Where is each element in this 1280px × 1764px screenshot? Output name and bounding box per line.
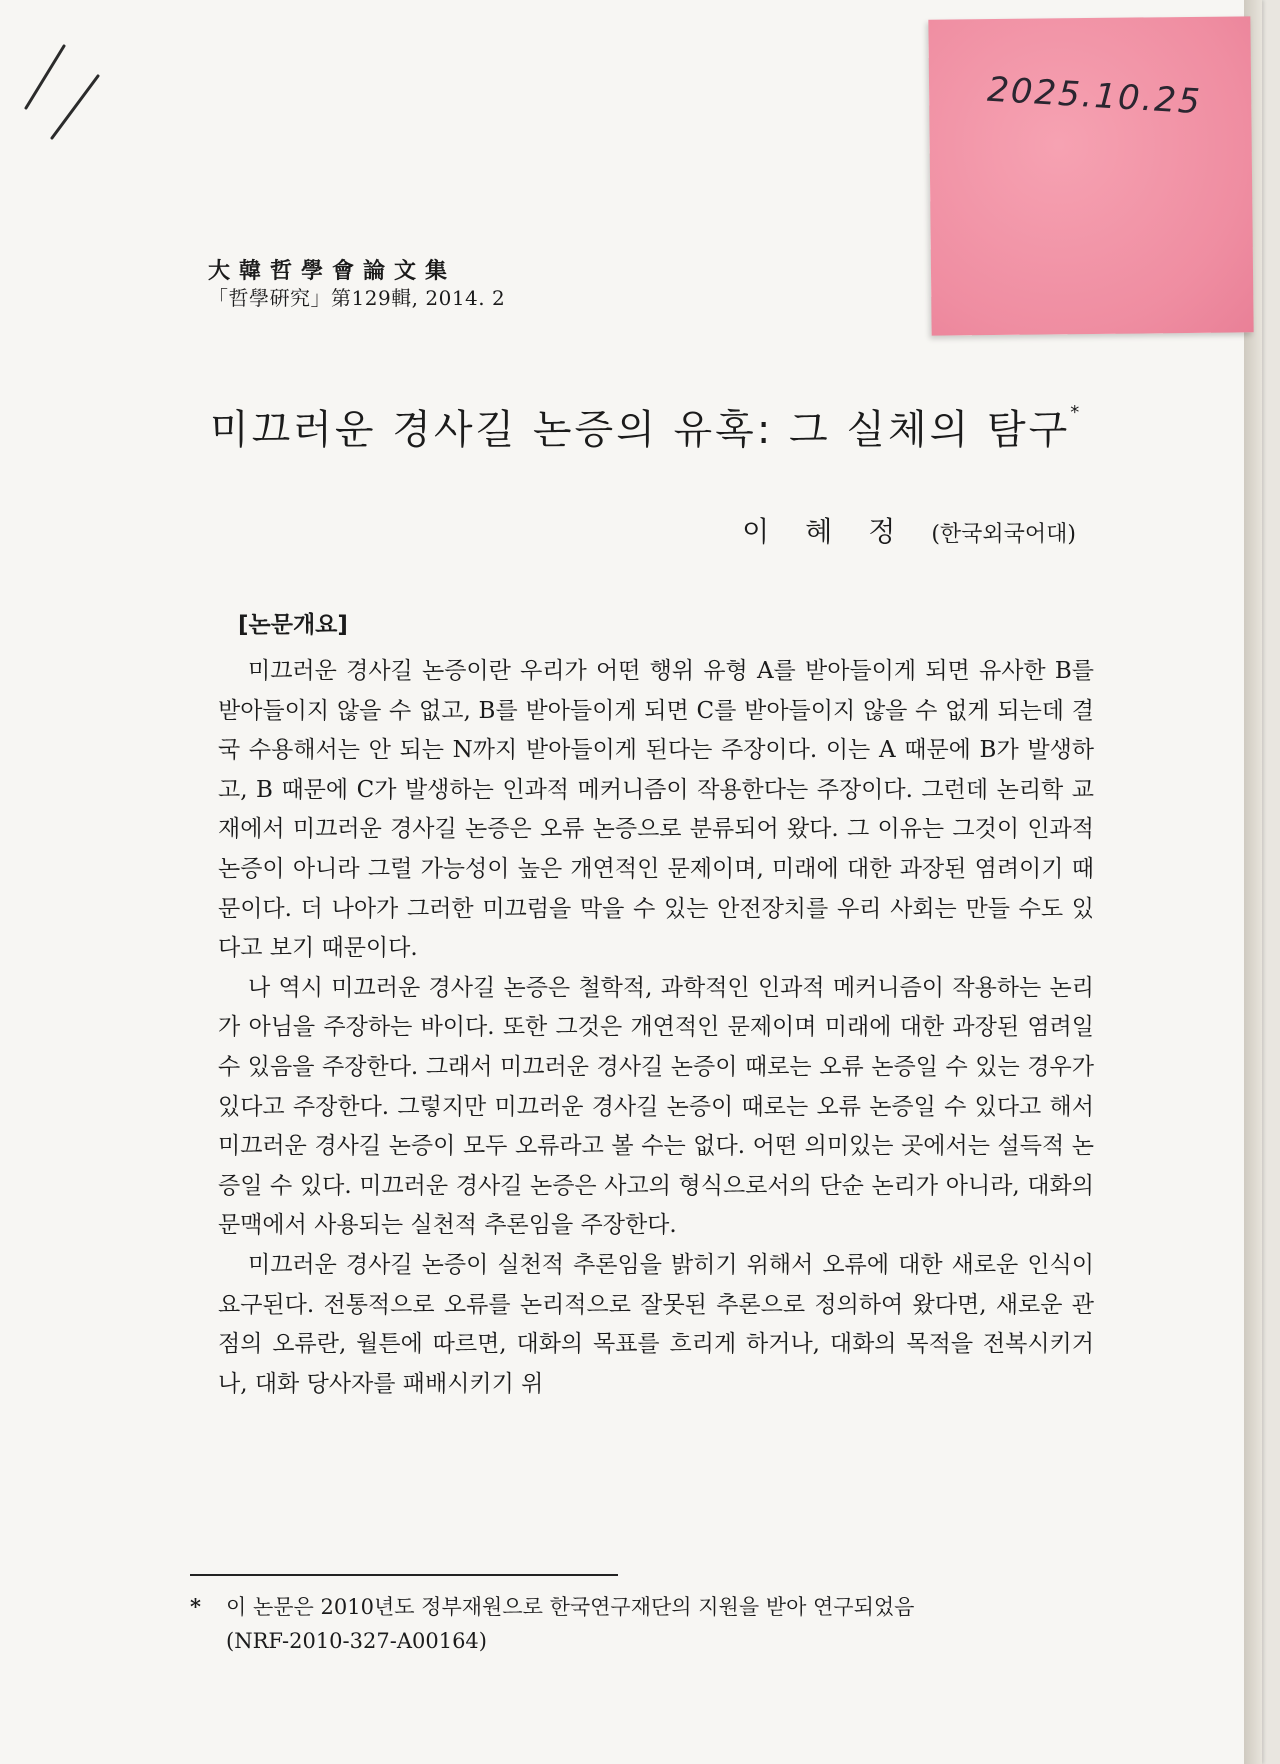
- author-affiliation: (한국외국어대): [931, 522, 1076, 547]
- footnote-text: 이 논문은 2010년도 정부재원으로 한국연구재단의 지원을 받아 연구되었음: [226, 1595, 915, 1619]
- article-title-block: [210, 398, 1110, 455]
- abstract-paragraph: 미끄러운 경사길 논증이란 우리가 어떤 행위 유형 A를 받아들이게 되면 유사한 B를 받아들이지 않을 수 없고, B를 받아들이게 되면 C를 받아들이지 않을 수 없게 되는데 결국 수용해서는 안 되는 N까지 받아들이게 된다는 주장이다. 이는 A 때문에 B가 발생하고, B 때문에 C가 발생하는 인과적 메커니즘이 작용한다는 주장이다. 그런데 논리학 교재에서 미끄러운 경사길 논증은 오류 논증으로 분류되어 왔다. 그 이유는 그것이 인과적 논증이 아니라 그럴 가능성이 높은 개연적인 문제이며, 미래에 대한 과장된 염려이기 때문이다. 더 나아가 그러한 미끄럼을 막을 수 있는 안전장치를 우리 사회는 만들 수도 있다고 보기 때문이다.: [218, 658, 1094, 962]
- journal-header: [208, 258, 505, 311]
- abstract-heading: [논문개요]: [238, 612, 348, 638]
- footnote-mark: *: [190, 1594, 201, 1619]
- author-name: 이혜정: [742, 515, 932, 548]
- journal-name: 大韓哲學會論文集: [208, 258, 457, 284]
- article-title: 미끄러운 경사길 논증의 유혹: 그 실체의 탐구: [210, 407, 1071, 453]
- footnote-divider: [190, 1574, 618, 1576]
- handwritten-date: 2025.10.25: [986, 69, 1203, 123]
- title-footnote-mark: *: [1070, 402, 1083, 423]
- footnote-grant-code: (NRF-2010-327-A00164): [226, 1629, 487, 1653]
- author-line: [742, 510, 1076, 550]
- sticky-note: [928, 16, 1253, 335]
- pencil-slash-marks: [18, 40, 108, 150]
- abstract-body: [218, 652, 1094, 1404]
- abstract-paragraph: 미끄러운 경사길 논증이 실천적 추론임을 밝히기 위해서 오류에 대한 새로운 인식이 요구된다. 전통적으로 오류를 논리적으로 잘못된 추론으로 정의하여 왔다면, 새로운 관점의 오류란, 월튼에 따르면, 대화의 목표를 흐리게 하거나, 대화의 목적을 전복시키거나, 대화 당사자를 패배시키기 위: [218, 1251, 1094, 1397]
- footnote: [190, 1590, 1130, 1658]
- journal-issue: 「哲學硏究」第129輯, 2014. 2: [208, 285, 506, 310]
- abstract-paragraph: 나 역시 미끄러운 경사길 논증은 철학적, 과학적인 인과적 메커니즘이 작용하는 논리가 아님을 주장하는 바이다. 또한 그것은 개연적인 문제이며 미래에 대한 과장된 염려일 수 있음을 주장한다. 그래서 미끄러운 경사길 논증이 때로는 오류 논증일 수 있는 경우가 있다고 주장한다. 그렇지만 미끄러운 경사길 논증이 때로는 오류 논증일 수 있다고 해서 미끄러운 경사길 논증이 모두 오류라고 볼 수는 없다. 어떤 의미있는 곳에서는 설득적 논증일 수 있다. 미끄러운 경사길 논증은 사고의 형식으로서의 단순 논리가 아니라, 대화의 문맥에서 사용되는 실천적 추론임을 주장한다.: [218, 974, 1094, 1239]
